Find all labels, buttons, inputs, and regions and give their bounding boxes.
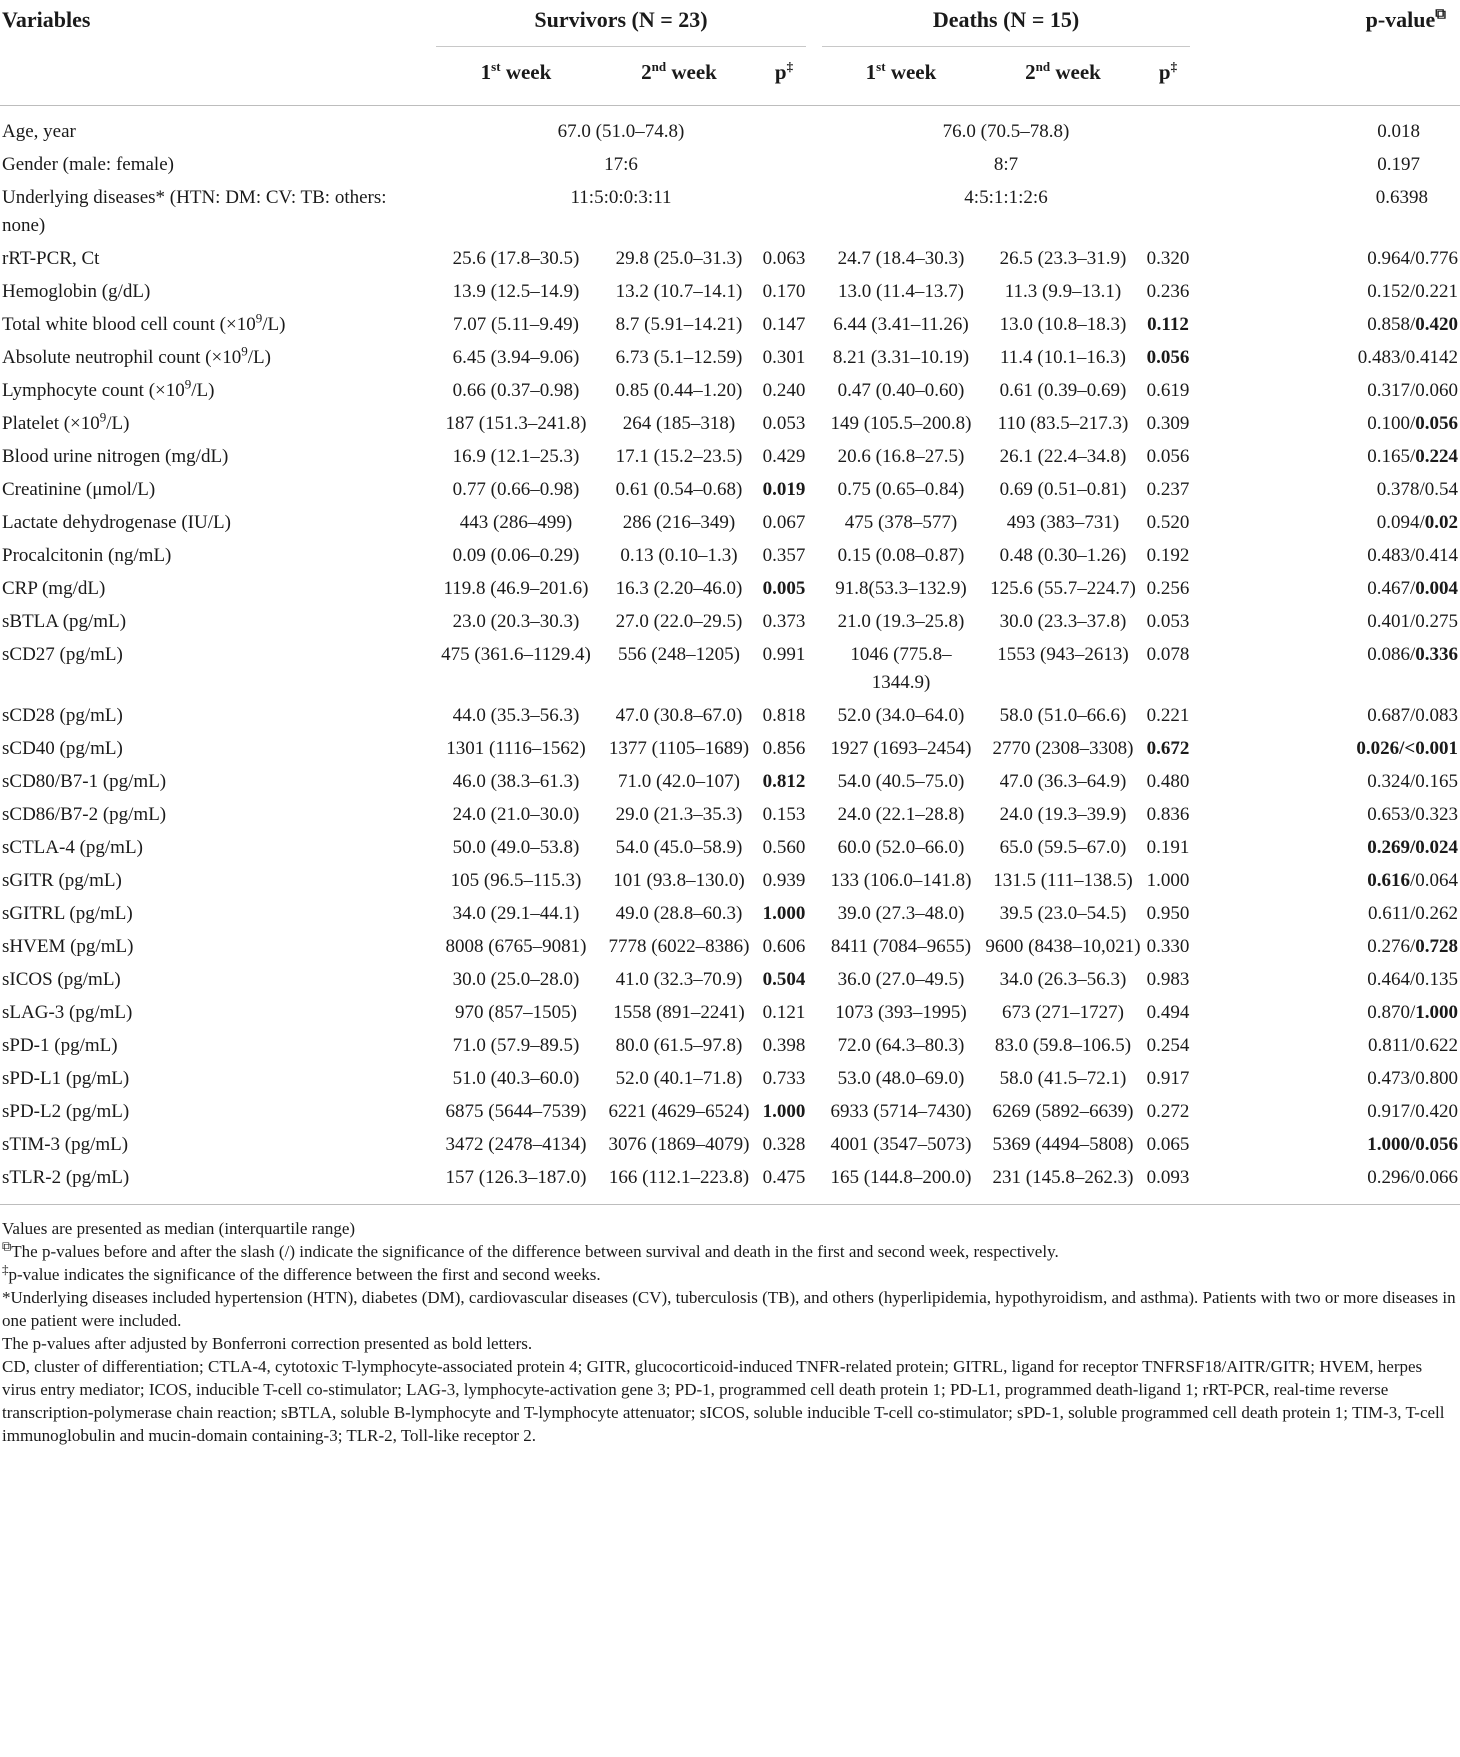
cell-pvalue: 0.483/0.414 <box>1367 545 1459 566</box>
cell-surv-week1: 23.0 (20.3–30.3) <box>452 611 580 632</box>
cell-surv-week1: 157 (126.3–187.0) <box>436 1159 596 1205</box>
cell-death-week1: 0.47 (0.40–0.60) <box>837 380 965 401</box>
cell-death-week2: 30.0 (23.3–37.8) <box>999 611 1127 632</box>
cell-surv-week2: 27.0 (22.0–29.5) <box>615 611 743 632</box>
cell-death-week2: 493 (383–731) <box>1006 512 1120 533</box>
cell-pvalue: 0.611/0.262 <box>1367 903 1459 924</box>
cell-surv-week1: 24.0 (21.0–30.0) <box>452 804 580 825</box>
cell-surv-p: 0.856 <box>762 738 806 759</box>
header-variables: Variables <box>2 7 91 32</box>
cell-surv-week2: 16.3 (2.20–46.0) <box>615 578 743 599</box>
cell-death-week2: 673 (271–1727) <box>1002 1002 1124 1023</box>
header-pvalue: p-value⧉ <box>1365 6 1447 32</box>
cell-death-week1: 133 (106.0–141.8) <box>830 870 972 891</box>
cell-death-p: 0.480 <box>1146 771 1190 792</box>
cell-death-week1: 72.0 (64.3–80.3) <box>837 1035 965 1056</box>
row-label: sBTLA (pg/mL) <box>2 611 127 632</box>
cell-surv-p: 0.005 <box>762 578 806 599</box>
cell-pvalue: 0.165/0.224 <box>1367 446 1459 467</box>
cell-pvalue: 0.317/0.060 <box>1367 380 1459 401</box>
cell-death-p: 0.309 <box>1146 413 1190 434</box>
table-row <box>0 928 1460 961</box>
cell-death-week2: 2770 (2308–3308) <box>992 738 1134 759</box>
cell-surv-week2: 7778 (6022–8386) <box>608 936 750 957</box>
header-death-week2: 2nd week <box>980 47 1146 106</box>
cell-pvalue: 0.917/0.420 <box>1367 1101 1459 1122</box>
cell-surv-p: 0.053 <box>762 413 806 434</box>
cell-pvalue: 0.086/0.336 <box>1367 644 1459 665</box>
open-link-icon: ⧉ <box>1435 6 1447 23</box>
cell-death-p: 0.272 <box>1146 1101 1190 1122</box>
table-row <box>0 570 1460 603</box>
cell-surv-week2: 1558 (891–2241) <box>613 1002 745 1023</box>
cell-surv-p: 0.939 <box>762 870 806 891</box>
cell-pvalue: 0.378/0.54 <box>1376 479 1459 500</box>
cell-surv-week2: 49.0 (28.8–60.3) <box>615 903 743 924</box>
cell-surv-week1: 105 (96.5–115.3) <box>450 870 582 891</box>
row-label: Procalcitonin (ng/mL) <box>2 545 172 566</box>
cell-surv-week2: 1377 (1105–1689) <box>608 738 750 759</box>
cell-surv-week1: 970 (857–1505) <box>455 1002 577 1023</box>
row-label: sTLR-2 (pg/mL) <box>0 1159 436 1205</box>
cell-surv-p: 0.357 <box>762 545 806 566</box>
cell-surv-p: 0.153 <box>762 804 806 825</box>
cell-surv-week1: 34.0 (29.1–44.1) <box>452 903 580 924</box>
cell-pvalue: 1.000/0.056 <box>1367 1134 1459 1155</box>
footnote-values: Values are presented as median (interquartile range) <box>2 1219 356 1238</box>
table-row <box>0 763 1460 796</box>
cell-surv-p: 0.560 <box>762 837 806 858</box>
cell-survivors: 17:6 <box>604 154 638 175</box>
table-row <box>0 179 1460 240</box>
cell-death-p: 0.983 <box>1146 969 1190 990</box>
cell-death-p: 0.256 <box>1146 578 1190 599</box>
cell-surv-week2: 0.85 (0.44–1.20) <box>615 380 743 401</box>
cell-surv-week1: 475 (361.6–1129.4) <box>441 644 591 665</box>
cell-surv-p: 1.000 <box>762 903 806 924</box>
cell-death-week1: 8411 (7084–9655) <box>830 936 972 957</box>
table-body <box>0 106 1460 1205</box>
row-label: Creatinine (μmol/L) <box>2 479 156 500</box>
cell-pvalue: 0.964/0.776 <box>1367 248 1459 269</box>
cell-surv-week1: 50.0 (49.0–53.8) <box>452 837 580 858</box>
table-row <box>0 240 1460 273</box>
cell-surv-week1: 187 (151.3–241.8) <box>445 413 587 434</box>
cell-surv-week2: 556 (248–1205) <box>618 644 740 665</box>
footnote-abbreviations: CD, cluster of differentiation; CTLA-4, cytotoxic T-lymphocyte-associated protein 4; GITR, glucocorticoid-induced TNFR-related protein; GITRL, ligand for receptor TNFRSF18/AITR/GITR; HVEM, herpes virus entry mediator; ICOS, inducible T-cell co-stimulator; LAG-3, lymphocyte-activation gene 3; PD-1, programmed cell death protein 1; PD-L1, programmed death-ligand 1; rRT-PCR, real-time reverse transcription-polymerase chain reaction; sBTLA, soluble B-lymphocyte and T-lymphocyte attenuator; sICOS, soluble inducible T-cell co-stimulator; sPD-1, soluble programmed cell death protein 1; TIM-3, T-cell immunoglobulin and mucin-domain containing-3; TLR-2, Toll-like receptor 2. <box>2 1357 1445 1445</box>
row-label: sGITRL (pg/mL) <box>2 903 133 924</box>
table-row <box>0 339 1460 372</box>
cell-death-week1: 24.0 (22.1–28.8) <box>837 804 965 825</box>
cell-deaths: 8:7 <box>993 154 1019 175</box>
cell-death-week1: 20.6 (16.8–27.5) <box>837 446 965 467</box>
cell-surv-week1: 44.0 (35.3–56.3) <box>452 705 580 726</box>
row-label: Underlying diseases* (HTN: DM: CV: TB: others: none) <box>2 187 387 236</box>
cell-death-week1: 24.7 (18.4–30.3) <box>837 248 965 269</box>
cell-death-p: 0.236 <box>1146 281 1190 302</box>
row-label: Platelet $(\times 10^9/L)$ <box>2 409 130 434</box>
cell-survivors: 67.0 (51.0–74.8) <box>557 121 685 142</box>
cell-death-week1: 36.0 (27.0–49.5) <box>837 969 965 990</box>
table-row <box>0 1126 1460 1159</box>
row-label: Absolute neutrophil count $(\times 10^9/L)$ <box>2 343 271 368</box>
table-row <box>0 1060 1460 1093</box>
cell-surv-week1: 30.0 (25.0–28.0) <box>452 969 580 990</box>
cell-death-week1: 13.0 (11.4–13.7) <box>838 281 964 302</box>
cell-surv-week2: 80.0 (61.5–97.8) <box>615 1035 743 1056</box>
cell-death-week2: 13.0 (10.8–18.3) <box>999 314 1127 335</box>
cell-surv-week1: 119.8 (46.9–201.6) <box>443 578 589 599</box>
cell-surv-week2: 29.0 (21.3–35.3) <box>615 804 743 825</box>
footnote-weeks: ‡p-value indicates the significance of the difference between the first and second weeks. <box>2 1261 601 1284</box>
cell-surv-p: 0.812 <box>762 771 806 792</box>
cell-surv-week1: 51.0 (40.3–60.0) <box>452 1068 580 1089</box>
cell-death-week1: 1046 (775.8–1344.9) <box>850 644 952 693</box>
cell-death-p: 0.053 <box>1146 611 1190 632</box>
cell-surv-p: 0.301 <box>762 347 806 368</box>
cell-surv-p: 0.504 <box>762 969 806 990</box>
cell-surv-week1: 3472 (2478–4134) <box>445 1134 587 1155</box>
row-label: rRT-PCR, Ct <box>2 248 100 269</box>
table-row <box>0 829 1460 862</box>
cell-surv-p: 0.606 <box>762 936 806 957</box>
row-label: Gender (male: female) <box>2 154 174 175</box>
cell-surv-p: 0.398 <box>762 1035 806 1056</box>
cell-death-week2: 11.3 (9.9–13.1) <box>1004 281 1122 302</box>
table-row <box>0 895 1460 928</box>
cell-surv-p: 0.733 <box>762 1068 806 1089</box>
table-row <box>0 106 1460 147</box>
cell-pvalue: 0.026/<0.001 <box>1356 738 1459 759</box>
cell-death-p: 0.093 <box>1146 1159 1190 1205</box>
cell-surv-week1: 46.0 (38.3–61.3) <box>452 771 580 792</box>
cell-surv-week1: 443 (286–499) <box>459 512 573 533</box>
cell-surv-week2: 264 (185–318) <box>622 413 736 434</box>
cell-death-week2: 1553 (943–2613) <box>997 644 1129 665</box>
cell-surv-week2: 286 (216–349) <box>622 512 736 533</box>
header-death-week1: 1st week <box>822 47 980 106</box>
cell-surv-week2: 6.73 (5.1–12.59) <box>615 347 743 368</box>
cell-surv-week1: 0.66 (0.37–0.98) <box>452 380 580 401</box>
cell-death-week1: 475 (378–577) <box>844 512 958 533</box>
cell-pvalue: 0.100/0.056 <box>1367 413 1459 434</box>
cell-surv-p: 0.328 <box>762 1134 806 1155</box>
cell-deaths: 4:5:1:1:2:6 <box>964 187 1048 208</box>
cell-survivors: 11:5:0:0:3:11 <box>570 187 672 208</box>
row-label: Blood urine nitrogen (mg/dL) <box>2 446 229 467</box>
header-deaths: Deaths (N = 15) <box>822 0 1190 47</box>
cell-pvalue: 0.687/0.083 <box>1367 705 1459 726</box>
cell-surv-week2: 3076 (1869–4079) <box>608 1134 750 1155</box>
cell-pvalue: 0.616/0.064 <box>1367 870 1459 891</box>
cell-pvalue: 0.811/0.622 <box>1367 1035 1459 1056</box>
row-label: sCD27 (pg/mL) <box>2 644 123 665</box>
cell-death-week2: 26.1 (22.4–34.8) <box>999 446 1127 467</box>
row-label: sPD-L1 (pg/mL) <box>2 1068 130 1089</box>
cell-death-week2: 58.0 (51.0–66.6) <box>999 705 1127 726</box>
table-row <box>0 306 1460 339</box>
header-death-p: p‡ <box>1146 47 1190 106</box>
cell-death-week1: 8.21 (3.31–10.19) <box>832 347 970 368</box>
row-label: sLAG-3 (pg/mL) <box>2 1002 133 1023</box>
cell-pvalue: 0.6398 <box>1375 187 1429 208</box>
cell-death-p: 0.056 <box>1146 446 1190 467</box>
cell-death-week1: 1073 (393–1995) <box>835 1002 967 1023</box>
cell-death-p: 0.672 <box>1146 738 1190 759</box>
cell-death-week1: 6.44 (3.41–11.26) <box>833 314 969 335</box>
cell-death-p: 0.330 <box>1146 936 1190 957</box>
table-row <box>0 961 1460 994</box>
cell-surv-p: 0.475 <box>762 1159 806 1205</box>
cell-death-p: 0.917 <box>1146 1068 1190 1089</box>
cell-surv-week2: 71.0 (42.0–107) <box>618 771 740 792</box>
table-footnotes <box>0 1205 1460 1447</box>
cell-death-week2: 65.0 (59.5–67.0) <box>999 837 1127 858</box>
cell-surv-week2: 6221 (4629–6524) <box>608 1101 750 1122</box>
cell-pvalue: 0.018 <box>1377 121 1421 142</box>
cell-death-p: 0.237 <box>1146 479 1190 500</box>
cell-death-week2: 231 (145.8–262.3) <box>980 1159 1146 1205</box>
cell-surv-week1: 6.45 (3.94–9.06) <box>452 347 580 368</box>
cell-death-p: 0.254 <box>1146 1035 1190 1056</box>
table-row <box>0 405 1460 438</box>
table-header <box>0 0 1460 106</box>
cell-death-week2: 0.69 (0.51–0.81) <box>999 479 1127 500</box>
cell-pvalue: 0.467/0.004 <box>1367 578 1459 599</box>
cell-pvalue: 0.269/0.024 <box>1367 837 1459 858</box>
table-row <box>0 273 1460 306</box>
cell-surv-week2: 0.13 (0.10–1.3) <box>620 545 738 566</box>
cell-death-p: 1.000 <box>1146 870 1190 891</box>
table-row <box>0 146 1460 179</box>
cell-surv-p: 0.019 <box>762 479 806 500</box>
cell-pvalue: 0.276/0.728 <box>1367 936 1459 957</box>
cell-surv-week1: 0.09 (0.06–0.29) <box>452 545 580 566</box>
cell-death-week2: 9600 (8438–10,021) <box>985 936 1141 957</box>
cell-death-week1: 53.0 (48.0–69.0) <box>837 1068 965 1089</box>
header-surv-week1: 1st week <box>436 47 596 106</box>
row-label: Total white blood cell count $(\times 10^9/L)$ <box>2 310 286 335</box>
cell-surv-week1: 7.07 (5.11–9.49) <box>453 314 579 335</box>
table-row <box>0 372 1460 405</box>
cell-death-week2: 47.0 (36.3–64.9) <box>999 771 1127 792</box>
cell-surv-week2: 0.61 (0.54–0.68) <box>615 479 743 500</box>
table-row <box>0 603 1460 636</box>
row-label: sCD40 (pg/mL) <box>2 738 123 759</box>
cell-pvalue: 0.464/0.135 <box>1367 969 1459 990</box>
cell-surv-p: 1.000 <box>762 1101 806 1122</box>
table-row <box>0 537 1460 570</box>
cell-death-week2: 24.0 (19.3–39.9) <box>999 804 1127 825</box>
row-label: Lymphocyte count $(\times 10^9/L)$ <box>2 376 215 401</box>
row-label: sCTLA-4 (pg/mL) <box>2 837 143 858</box>
row-label: sICOS (pg/mL) <box>2 969 121 990</box>
open-link-icon: ⧉ <box>2 1238 12 1254</box>
header-surv-p: p‡ <box>762 47 806 106</box>
cell-surv-week1: 6875 (5644–7539) <box>445 1101 587 1122</box>
cell-surv-week2: 41.0 (32.3–70.9) <box>615 969 743 990</box>
cell-pvalue: 0.870/1.000 <box>1367 1002 1459 1023</box>
cell-surv-week1: 25.6 (17.8–30.5) <box>452 248 580 269</box>
cell-pvalue: 0.152/0.221 <box>1367 281 1459 302</box>
cell-surv-p: 0.991 <box>762 644 806 665</box>
table-row <box>0 862 1460 895</box>
footnote-bonferroni: The p-values after adjusted by Bonferroni correction presented as bold letters. <box>2 1334 533 1353</box>
table-row <box>0 730 1460 763</box>
cell-surv-p: 0.429 <box>762 446 806 467</box>
cell-death-week1: 0.75 (0.65–0.84) <box>837 479 965 500</box>
footnote-slash: ⧉The p-values before and after the slash (/) indicate the significance of the difference between survival and death in the first and second week, respectively. <box>2 1238 1059 1261</box>
cell-death-week1: 165 (144.8–200.0) <box>822 1159 980 1205</box>
cell-death-week1: 52.0 (34.0–64.0) <box>837 705 965 726</box>
table-row <box>0 504 1460 537</box>
table-row <box>0 1093 1460 1126</box>
cell-death-p: 0.056 <box>1146 347 1190 368</box>
cell-surv-week2: 8.7 (5.91–14.21) <box>615 314 743 335</box>
cell-surv-week2: 166 (112.1–223.8) <box>596 1159 762 1205</box>
row-label: sCD80/B7-1 (pg/mL) <box>2 771 167 792</box>
cell-pvalue: 0.858/0.420 <box>1367 314 1459 335</box>
cell-death-p: 0.192 <box>1146 545 1190 566</box>
cell-surv-p: 0.063 <box>762 248 806 269</box>
cell-death-week2: 11.4 (10.1–16.3) <box>1000 347 1126 368</box>
cell-pvalue: 0.094/0.02 <box>1376 512 1459 533</box>
cell-death-week2: 125.6 (55.7–224.7) <box>990 578 1136 599</box>
cell-surv-week2: 17.1 (15.2–23.5) <box>615 446 743 467</box>
table-row <box>0 1159 1460 1205</box>
table-row <box>0 471 1460 504</box>
row-label: sHVEM (pg/mL) <box>2 936 134 957</box>
cell-surv-p: 0.121 <box>762 1002 806 1023</box>
cell-death-week2: 39.5 (23.0–54.5) <box>999 903 1127 924</box>
cell-pvalue: 0.401/0.275 <box>1367 611 1459 632</box>
table-row <box>0 994 1460 1027</box>
table-row <box>0 438 1460 471</box>
cell-death-week2: 0.48 (0.30–1.26) <box>999 545 1127 566</box>
cell-death-p: 0.520 <box>1146 512 1190 533</box>
row-label: sPD-L2 (pg/mL) <box>2 1101 130 1122</box>
cell-pvalue: 0.324/0.165 <box>1367 771 1459 792</box>
cell-surv-week2: 13.2 (10.7–14.1) <box>615 281 743 302</box>
cell-death-week1: 149 (105.5–200.8) <box>830 413 972 434</box>
cell-surv-p: 0.067 <box>762 512 806 533</box>
cell-death-p: 0.221 <box>1146 705 1190 726</box>
cell-death-week1: 1927 (1693–2454) <box>830 738 972 759</box>
cell-death-week2: 58.0 (41.5–72.1) <box>999 1068 1127 1089</box>
table-row <box>0 1027 1460 1060</box>
row-label: Hemoglobin (g/dL) <box>2 281 151 302</box>
cell-death-week2: 83.0 (59.8–106.5) <box>994 1035 1132 1056</box>
row-label: sTIM-3 (pg/mL) <box>2 1134 129 1155</box>
cell-death-week2: 26.5 (23.3–31.9) <box>999 248 1127 269</box>
row-label: sCD28 (pg/mL) <box>2 705 123 726</box>
cell-death-p: 0.619 <box>1146 380 1190 401</box>
cell-pvalue: 0.473/0.800 <box>1367 1068 1459 1089</box>
cell-death-week1: 4001 (3547–5073) <box>830 1134 972 1155</box>
cell-death-p: 0.494 <box>1146 1002 1190 1023</box>
cell-surv-p: 0.240 <box>762 380 806 401</box>
cell-surv-week1: 0.77 (0.66–0.98) <box>452 479 580 500</box>
cell-death-p: 0.112 <box>1147 314 1189 335</box>
cell-surv-week1: 1301 (1116–1562) <box>446 738 586 759</box>
row-label: CRP (mg/dL) <box>2 578 106 599</box>
table-row <box>0 636 1460 697</box>
footnote-diseases: *Underlying diseases included hypertension (HTN), diabetes (DM), cardiovascular diseases (CV), tuberculosis (TB), and others (hyperlipidemia, hypothyroidism, and asthma). Patients with two or more diseases in one patient were included. <box>2 1288 1456 1330</box>
cell-death-week1: 54.0 (40.5–75.0) <box>837 771 965 792</box>
table-row <box>0 697 1460 730</box>
cell-surv-week2: 47.0 (30.8–67.0) <box>615 705 743 726</box>
cell-death-p: 0.065 <box>1146 1134 1190 1155</box>
table-row <box>0 796 1460 829</box>
cell-death-week1: 60.0 (52.0–66.0) <box>837 837 965 858</box>
cell-surv-week2: 101 (93.8–130.0) <box>613 870 745 891</box>
cell-death-p: 0.320 <box>1146 248 1190 269</box>
cell-pvalue: 0.653/0.323 <box>1367 804 1459 825</box>
cell-death-week2: 5369 (4494–5808) <box>992 1134 1134 1155</box>
cell-death-week1: 6933 (5714–7430) <box>830 1101 972 1122</box>
cell-pvalue: 0.296/0.066 <box>1206 1159 1460 1205</box>
cell-death-week1: 0.15 (0.08–0.87) <box>837 545 965 566</box>
cell-death-week1: 39.0 (27.3–48.0) <box>837 903 965 924</box>
row-label: sGITR (pg/mL) <box>2 870 122 891</box>
cell-surv-week1: 71.0 (57.9–89.5) <box>452 1035 580 1056</box>
cell-surv-p: 0.170 <box>762 281 806 302</box>
cell-surv-week2: 54.0 (45.0–58.9) <box>615 837 743 858</box>
cell-death-week1: 21.0 (19.3–25.8) <box>837 611 965 632</box>
row-label: Lactate dehydrogenase (IU/L) <box>2 512 231 533</box>
cell-deaths: 76.0 (70.5–78.8) <box>942 121 1070 142</box>
row-label: sPD-1 (pg/mL) <box>2 1035 118 1056</box>
cell-death-p: 0.191 <box>1146 837 1190 858</box>
cell-pvalue: 0.483/0.4142 <box>1357 347 1459 368</box>
cell-death-week2: 6269 (5892–6639) <box>992 1101 1134 1122</box>
cell-surv-p: 0.147 <box>762 314 806 335</box>
cell-surv-p: 0.373 <box>762 611 806 632</box>
cell-death-week2: 0.61 (0.39–0.69) <box>999 380 1127 401</box>
cell-pvalue: 0.197 <box>1377 154 1421 175</box>
cell-surv-week2: 52.0 (40.1–71.8) <box>615 1068 743 1089</box>
cell-death-week2: 110 (83.5–217.3) <box>997 413 1129 434</box>
cell-death-p: 0.950 <box>1146 903 1190 924</box>
cell-surv-p: 0.818 <box>762 705 806 726</box>
header-survivors: Survivors (N = 23) <box>436 0 806 47</box>
cell-death-week2: 34.0 (26.3–56.3) <box>999 969 1127 990</box>
cell-death-p: 0.836 <box>1146 804 1190 825</box>
cell-death-week2: 131.5 (111–138.5) <box>993 870 1133 891</box>
row-label: sCD86/B7-2 (pg/mL) <box>2 804 167 825</box>
cell-death-p: 0.078 <box>1146 644 1190 665</box>
row-label: Age, year <box>2 121 76 142</box>
cell-surv-week1: 16.9 (12.1–25.3) <box>452 446 580 467</box>
header-surv-week2: 2nd week <box>596 47 762 106</box>
cell-surv-week1: 8008 (6765–9081) <box>445 936 587 957</box>
cell-death-week1: 91.8(53.3–132.9) <box>835 578 967 599</box>
cell-surv-week1: 13.9 (12.5–14.9) <box>452 281 580 302</box>
cell-surv-week2: 29.8 (25.0–31.3) <box>615 248 743 269</box>
